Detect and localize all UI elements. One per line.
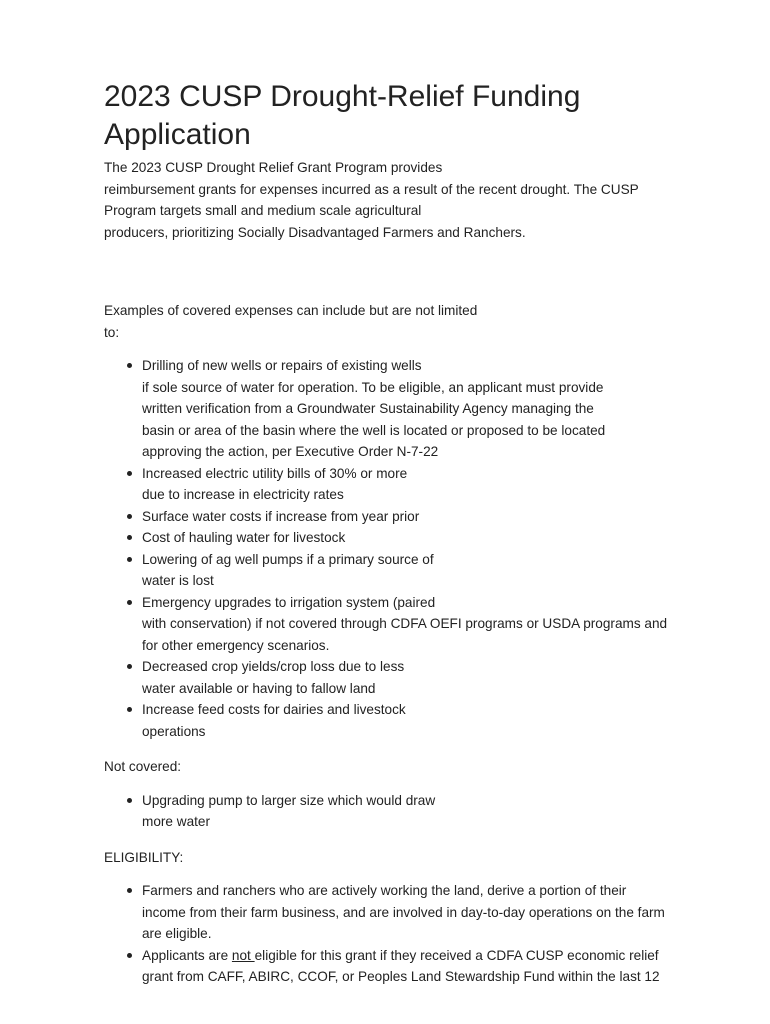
list-item <box>142 945 684 988</box>
list-item <box>142 549 684 592</box>
eligibility-label: ELIGIBILITY: <box>104 849 184 865</box>
list-item-line: for other emergency scenarios. <box>142 637 330 653</box>
list-item-line: water available or having to fallow land <box>142 680 376 696</box>
examples-lead-paragraph <box>104 300 684 343</box>
list-item-line: grant from CAFF, ABIRC, CCOF, or Peoples Land Stewardship Fund within the last 12 <box>142 969 660 984</box>
list-item-line: Lowering of ag well pumps if a primary source of <box>142 551 434 567</box>
examples-lead-line: to: <box>104 324 120 340</box>
list-item-line: Surface water costs if increase from year prior <box>142 508 420 524</box>
list-item-line: Cost of hauling water for livestock <box>142 530 346 545</box>
list-item-line: more water <box>142 814 210 829</box>
intro-paragraph <box>104 157 684 243</box>
list-item <box>142 592 684 657</box>
list-item <box>142 790 684 833</box>
list-item-line: income from their farm business, and are involved in day-to-day operations on the farm <box>142 904 665 920</box>
list-item-line: written verification from a Groundwater Sustainability Agency managing the <box>142 401 594 416</box>
list-item-line: with conservation) if not covered through CDFA OEFI programs or USDA programs and <box>142 616 668 631</box>
title-line-1: 2023 CUSP Drought-Relief Funding <box>104 80 581 113</box>
list-item-line: are eligible. <box>142 926 212 941</box>
not-emphasis: not <box>231 947 255 963</box>
list-item-line: Emergency upgrades to irrigation system (paired <box>142 594 436 610</box>
not-covered-label: Not covered: <box>104 759 182 774</box>
list-item-line: Increase feed costs for dairies and livestock <box>142 702 406 717</box>
eligibility-rest: eligible for this grant if they received a CDFA CUSP economic relief <box>254 947 659 963</box>
list-item <box>142 527 684 549</box>
examples-lead-line: Examples of covered expenses can include but are not limited <box>104 303 478 318</box>
eligibility-list <box>104 880 684 988</box>
list-item <box>142 880 684 945</box>
list-item-line <box>142 945 684 967</box>
list-item-line: basin or area of the basin where the well is located or proposed to be located <box>142 422 606 438</box>
list-item <box>142 699 684 742</box>
list-item-line: if sole source of water for operation. To be eligible, an applicant must provide <box>142 379 604 395</box>
list-item <box>142 506 684 528</box>
list-item-line: water is lost <box>142 573 214 588</box>
list-item-line: Upgrading pump to larger size which would draw <box>142 792 436 808</box>
intro-line: reimbursement grants for expenses incurred as a result of the recent drought. The CUSP <box>104 181 639 197</box>
list-item-line: Decreased crop yields/crop loss due to less <box>142 659 405 674</box>
list-item-line: Increased electric utility bills of 30% or more <box>142 465 408 481</box>
not-covered-list <box>104 790 684 833</box>
list-item <box>142 355 684 463</box>
page-title <box>104 78 684 154</box>
list-item-line: approving the action, per Executive Order N-7-22 <box>142 444 439 459</box>
list-item-line: operations <box>142 723 206 739</box>
list-item-line: Farmers and ranchers who are actively working the land, derive a portion of their <box>142 883 627 898</box>
intro-line: producers, prioritizing Socially Disadvantaged Farmers and Ranchers. <box>104 224 526 240</box>
intro-line: Program targets small and medium scale agricultural <box>104 203 422 218</box>
document-page <box>104 78 684 988</box>
list-item-line: Drilling of new wells or repairs of existing wells <box>142 358 422 373</box>
list-item <box>142 463 684 506</box>
list-item <box>142 656 684 699</box>
title-line-2: Application <box>104 118 251 151</box>
covered-expenses-list <box>104 355 684 742</box>
intro-line: The 2023 CUSP Drought Relief Grant Program provides <box>104 160 443 175</box>
eligibility-prefix: Applicants are <box>142 947 232 963</box>
list-item-line: due to increase in electricity rates <box>142 487 344 502</box>
